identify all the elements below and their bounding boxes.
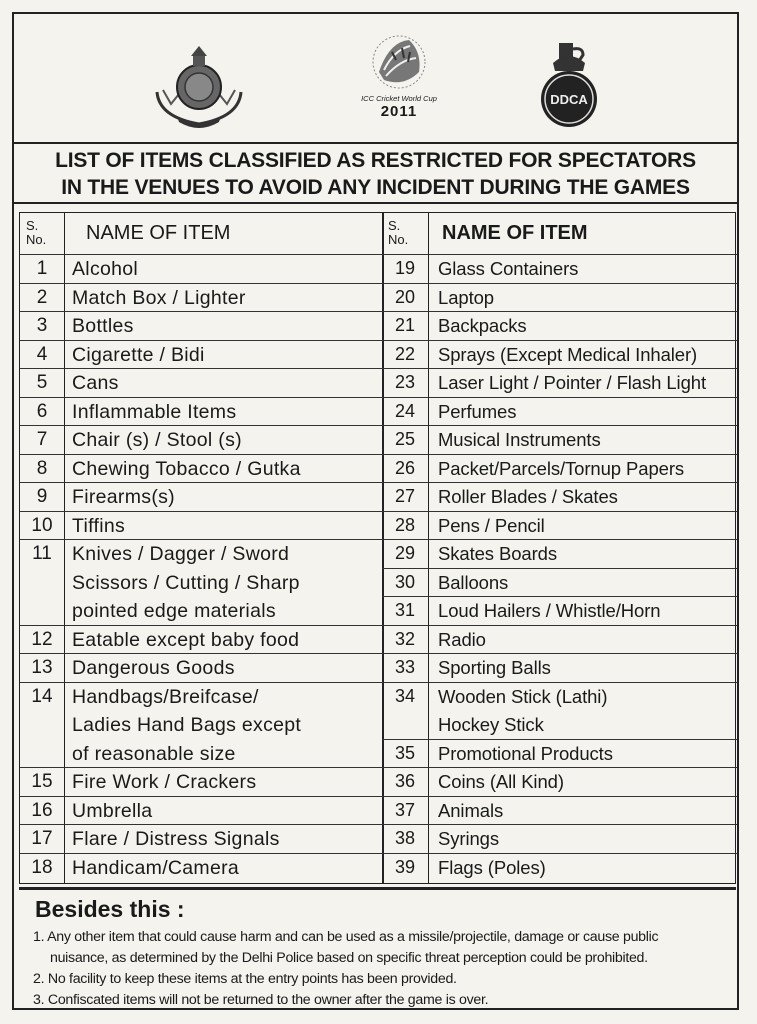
restricted-items-table — [19, 212, 736, 884]
item-number: 14 — [31, 685, 53, 707]
item-name: Tiffins — [72, 514, 126, 537]
item-number: 36 — [394, 771, 416, 791]
item-number: 35 — [394, 742, 416, 763]
note-line: nuisance, as determined by the Delhi Police based on specific threat perception could be prohibited. — [50, 950, 648, 966]
item-name: Sporting Balls — [438, 657, 551, 678]
item-number: 17 — [31, 828, 53, 849]
item-number: 21 — [394, 315, 416, 335]
item-name: Knives / Dagger / Sword — [72, 543, 290, 565]
item-number: 4 — [36, 343, 48, 365]
header-sno-line-2: No. — [26, 232, 47, 247]
item-number: 32 — [394, 628, 416, 649]
item-number: 7 — [36, 429, 48, 450]
row-divider — [20, 283, 382, 284]
item-name: Roller Blades / Skates — [438, 486, 618, 507]
row-divider — [382, 653, 737, 654]
item-number: 1 — [36, 258, 48, 279]
item-number: 25 — [394, 429, 416, 449]
item-number: 23 — [394, 372, 416, 392]
item-name: Chewing Tobacco / Gutka — [72, 457, 301, 480]
world-cup-emblem-icon — [364, 32, 434, 92]
item-name: Perfumes — [438, 400, 517, 422]
row-divider — [382, 625, 737, 626]
table-column-divider — [428, 213, 429, 883]
row-divider — [20, 824, 382, 825]
row-divider — [20, 796, 382, 797]
notice-title — [14, 142, 737, 204]
item-number: 30 — [394, 571, 416, 592]
item-name: Promotional Products — [438, 742, 613, 764]
item-name: Ladies Hand Bags except — [72, 714, 302, 736]
row-divider — [20, 853, 382, 854]
item-number: 26 — [394, 457, 416, 478]
item-number: 27 — [394, 486, 416, 506]
item-name: Handbags/Breifcase/ — [72, 685, 259, 708]
item-number: 16 — [31, 799, 53, 821]
row-divider — [382, 796, 737, 797]
item-number: 19 — [394, 258, 416, 278]
item-name: Inflammable Items — [72, 400, 237, 423]
item-number: 11 — [32, 543, 52, 564]
item-name: Glass Containers — [438, 258, 579, 279]
item-name: Balloons — [438, 571, 509, 593]
row-divider — [20, 397, 382, 398]
item-name: Packet/Parcels/Tornup Papers — [438, 457, 685, 479]
item-number: 8 — [36, 457, 48, 479]
ddca-emblem-icon — [539, 39, 599, 139]
item-number: 15 — [31, 771, 53, 792]
item-name: Musical Instruments — [438, 429, 601, 450]
delhi-police-emblem-icon — [149, 42, 249, 132]
item-number: 5 — [36, 372, 48, 393]
item-number: 37 — [394, 799, 416, 820]
ddca-text: DDCA — [550, 92, 588, 107]
row-divider — [382, 425, 737, 426]
item-name: Scissors / Cutting / Sharp — [72, 571, 300, 594]
row-divider — [382, 767, 737, 768]
item-number: 39 — [394, 856, 416, 877]
header-sno-line-2: No. — [388, 232, 409, 247]
item-name: Backpacks — [438, 315, 527, 336]
row-divider — [382, 596, 737, 597]
item-name: Dangerous Goods — [72, 657, 235, 679]
row-divider — [382, 340, 737, 341]
row-divider — [382, 397, 737, 398]
row-divider — [382, 511, 737, 512]
row-divider — [20, 368, 382, 369]
item-name: Bottles — [72, 315, 134, 337]
item-number: 33 — [394, 657, 416, 677]
item-name: Animals — [438, 799, 504, 821]
row-divider — [382, 311, 737, 312]
table-column-divider — [64, 213, 65, 883]
item-number: 3 — [36, 315, 48, 336]
row-divider — [382, 853, 737, 854]
note-line: 3. Confiscated items will not be returned to the owner after the game is over. — [33, 992, 489, 1008]
item-name: Syrings — [438, 828, 499, 849]
item-number: 6 — [36, 400, 48, 422]
row-divider — [382, 824, 737, 825]
row-divider — [20, 454, 382, 455]
row-divider — [20, 767, 382, 768]
item-name: pointed edge materials — [72, 600, 276, 622]
row-divider — [20, 539, 382, 540]
item-name: Pens / Pencil — [438, 514, 545, 536]
item-number: 22 — [394, 343, 416, 364]
item-number: 31 — [394, 600, 416, 620]
notes-list — [33, 927, 736, 1011]
row-divider — [20, 340, 382, 341]
item-name: Alcohol — [72, 258, 139, 280]
item-name: Sprays (Except Medical Inhaler) — [438, 343, 698, 365]
item-name: Chair (s) / Stool (s) — [72, 429, 242, 451]
row-divider — [382, 568, 737, 569]
row-divider — [382, 682, 737, 683]
world-cup-year: 2011 — [380, 103, 418, 120]
item-name: Skates Boards — [438, 543, 558, 564]
item-name: Flare / Distress Signals — [72, 828, 280, 850]
item-number: 2 — [36, 286, 48, 308]
header-sno — [26, 219, 46, 247]
item-name: Laptop — [438, 286, 494, 308]
row-divider — [382, 283, 737, 284]
item-number: 38 — [394, 828, 416, 848]
header-sno-line-1: S. — [26, 218, 39, 233]
item-name: Laser Light / Pointer / Flash Light — [438, 372, 706, 393]
item-name: Match Box / Lighter — [72, 286, 246, 309]
note-line: 1. Any other item that could cause harm and can be used as a missile/projectile, damage or cause public — [33, 929, 659, 945]
world-cup-logo — [344, 32, 454, 132]
header-name-of-item: NAME OF ITEM — [86, 222, 231, 244]
header-sno — [388, 219, 408, 247]
notice-frame — [12, 12, 739, 1010]
row-divider — [382, 739, 737, 740]
row-divider — [382, 482, 737, 483]
item-number: 20 — [394, 286, 416, 307]
item-name: Eatable except baby food — [72, 628, 300, 651]
world-cup-text: ICC Cricket World Cup — [361, 94, 437, 103]
besides-section — [19, 887, 736, 1007]
item-name: Handicam/Camera — [72, 856, 240, 879]
item-number: 24 — [394, 400, 416, 421]
row-divider — [20, 682, 382, 683]
header-sno-line-1: S. — [388, 218, 401, 233]
row-divider — [382, 454, 737, 455]
item-number: 9 — [36, 486, 48, 507]
item-number: 34 — [394, 685, 416, 706]
item-name: Cigarette / Bidi — [72, 343, 205, 366]
item-name: Firearms(s) — [72, 486, 175, 508]
note-line: 2. No facility to keep these items at the entry points has been provided. — [33, 971, 457, 987]
item-name: Cans — [72, 372, 119, 394]
logo-header — [14, 14, 737, 139]
row-divider — [382, 368, 737, 369]
item-number: 12 — [31, 628, 53, 650]
row-divider — [20, 625, 382, 626]
item-name: Fire Work / Crackers — [72, 771, 257, 793]
row-divider — [20, 425, 382, 426]
row-divider — [20, 511, 382, 512]
item-number: 28 — [394, 514, 416, 535]
item-name: Loud Hailers / Whistle/Horn — [438, 600, 661, 621]
item-name: Coins (All Kind) — [438, 771, 564, 792]
item-name: Radio — [438, 628, 486, 650]
title-line-2: IN THE VENUES TO AVOID ANY INCIDENT DURING THE GAMES — [61, 176, 690, 199]
item-name: Flags (Poles) — [438, 856, 546, 878]
besides-title: Besides this : — [35, 896, 185, 922]
item-number: 29 — [394, 543, 416, 563]
item-number: 18 — [31, 856, 53, 878]
row-divider — [382, 539, 737, 540]
header-divider — [20, 254, 737, 255]
row-divider — [20, 653, 382, 654]
item-number: 10 — [31, 514, 53, 536]
title-line-1: LIST OF ITEMS CLASSIFIED AS RESTRICTED FOR SPECTATORS — [55, 149, 696, 172]
item-name: Wooden Stick (Lathi) — [438, 685, 608, 707]
row-divider — [20, 311, 382, 312]
item-name: of reasonable size — [72, 742, 236, 765]
header-name-of-item: NAME OF ITEM — [442, 222, 588, 244]
item-number: 13 — [31, 657, 53, 678]
row-divider — [20, 482, 382, 483]
item-name: Hockey Stick — [438, 714, 544, 735]
item-name: Umbrella — [72, 799, 153, 822]
